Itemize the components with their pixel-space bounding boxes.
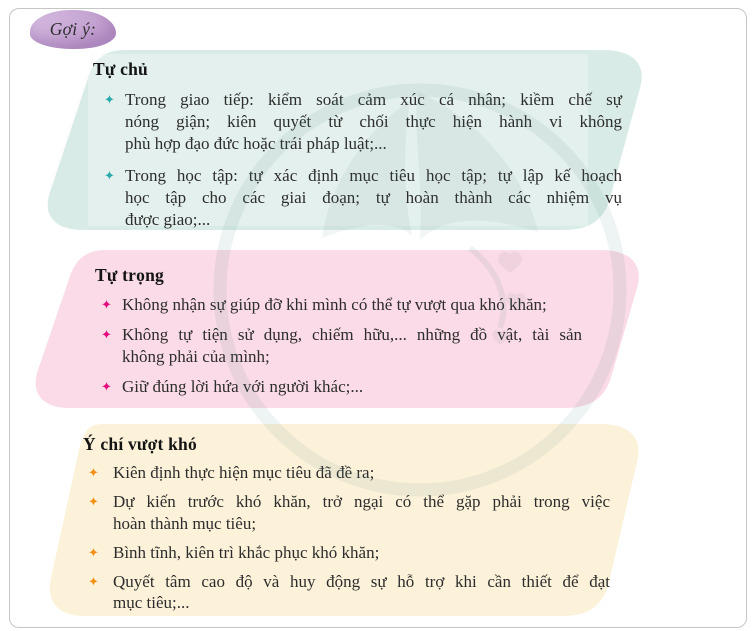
star-bullet-icon: ✦ — [101, 378, 112, 394]
bullet-item — [95, 294, 582, 316]
panel-content — [25, 48, 668, 231]
star-bullet-icon: ✦ — [88, 465, 99, 480]
star-bullet-icon: ✦ — [88, 494, 99, 509]
bullet-item — [95, 376, 582, 398]
bullet-text: Dự kiến trước khó khăn, trở ngại có thể gặp phải trong việc hoàn thành mục tiêu; — [113, 492, 610, 533]
bullet-list — [83, 462, 610, 614]
bullet-text: Giữ đúng lời hứa với người khác;... — [122, 376, 364, 396]
bullet-item — [93, 89, 622, 154]
bullet-item — [95, 324, 582, 368]
star-bullet-icon: ✦ — [88, 544, 99, 560]
bullet-item — [83, 571, 610, 615]
panel-tu-chu — [25, 48, 668, 232]
bullet-text: Bình tĩnh, kiên trì khắc phục khó khăn; — [113, 542, 380, 562]
bullet-list — [95, 294, 582, 398]
panel-title: Tự trọng — [95, 265, 164, 285]
panel-content — [42, 422, 660, 614]
panel-content — [20, 248, 660, 398]
star-bullet-icon: ✦ — [101, 327, 112, 342]
bullet-item — [83, 542, 610, 564]
panel-title: Ý chí vượt khó — [83, 434, 197, 454]
bullet-item — [83, 491, 610, 535]
bullet-list — [93, 89, 622, 231]
hint-label: Gợi ý: — [49, 19, 97, 39]
bullet-text: Trong học tập: tự xác định mục tiêu học tập; tự lập kế hoạch học tập cho các giai đoạn; tự hoàn thành các nhiệm vụ được giao;... — [125, 166, 622, 229]
star-bullet-icon: ✦ — [101, 297, 112, 312]
bullet-text: Không tự tiện sử dụng, chiếm hữu,... những đồ vật, tài sản không phải của mình; — [122, 325, 582, 366]
bullet-text: Kiên định thực hiện mục tiêu đã đề ra; — [113, 463, 375, 482]
bullet-text: Không nhận sự giúp đỡ khi mình có thể tự vượt qua khó khăn; — [122, 295, 547, 314]
panel-y-chi-vuot-kho — [42, 422, 660, 618]
panel-title: Tự chủ — [93, 59, 148, 79]
hint-badge — [30, 10, 116, 49]
bullet-text: Trong giao tiếp: kiểm soát cảm xúc cá nhân; kiềm chế sự nóng giận; kiên quyết từ chối thực hiện hành vi không phù hợp đạo đức hoặc trái pháp luật;... — [125, 90, 622, 153]
bullet-item — [93, 165, 622, 230]
bullet-item — [83, 462, 610, 484]
panel-tu-trong — [20, 248, 660, 410]
star-bullet-icon: ✦ — [88, 573, 99, 589]
star-bullet-icon: ✦ — [104, 92, 115, 107]
star-bullet-icon: ✦ — [104, 168, 115, 184]
bullet-text: Quyết tâm cao độ và huy động sự hỗ trợ khi cần thiết để đạt mục tiêu;... — [113, 571, 610, 613]
